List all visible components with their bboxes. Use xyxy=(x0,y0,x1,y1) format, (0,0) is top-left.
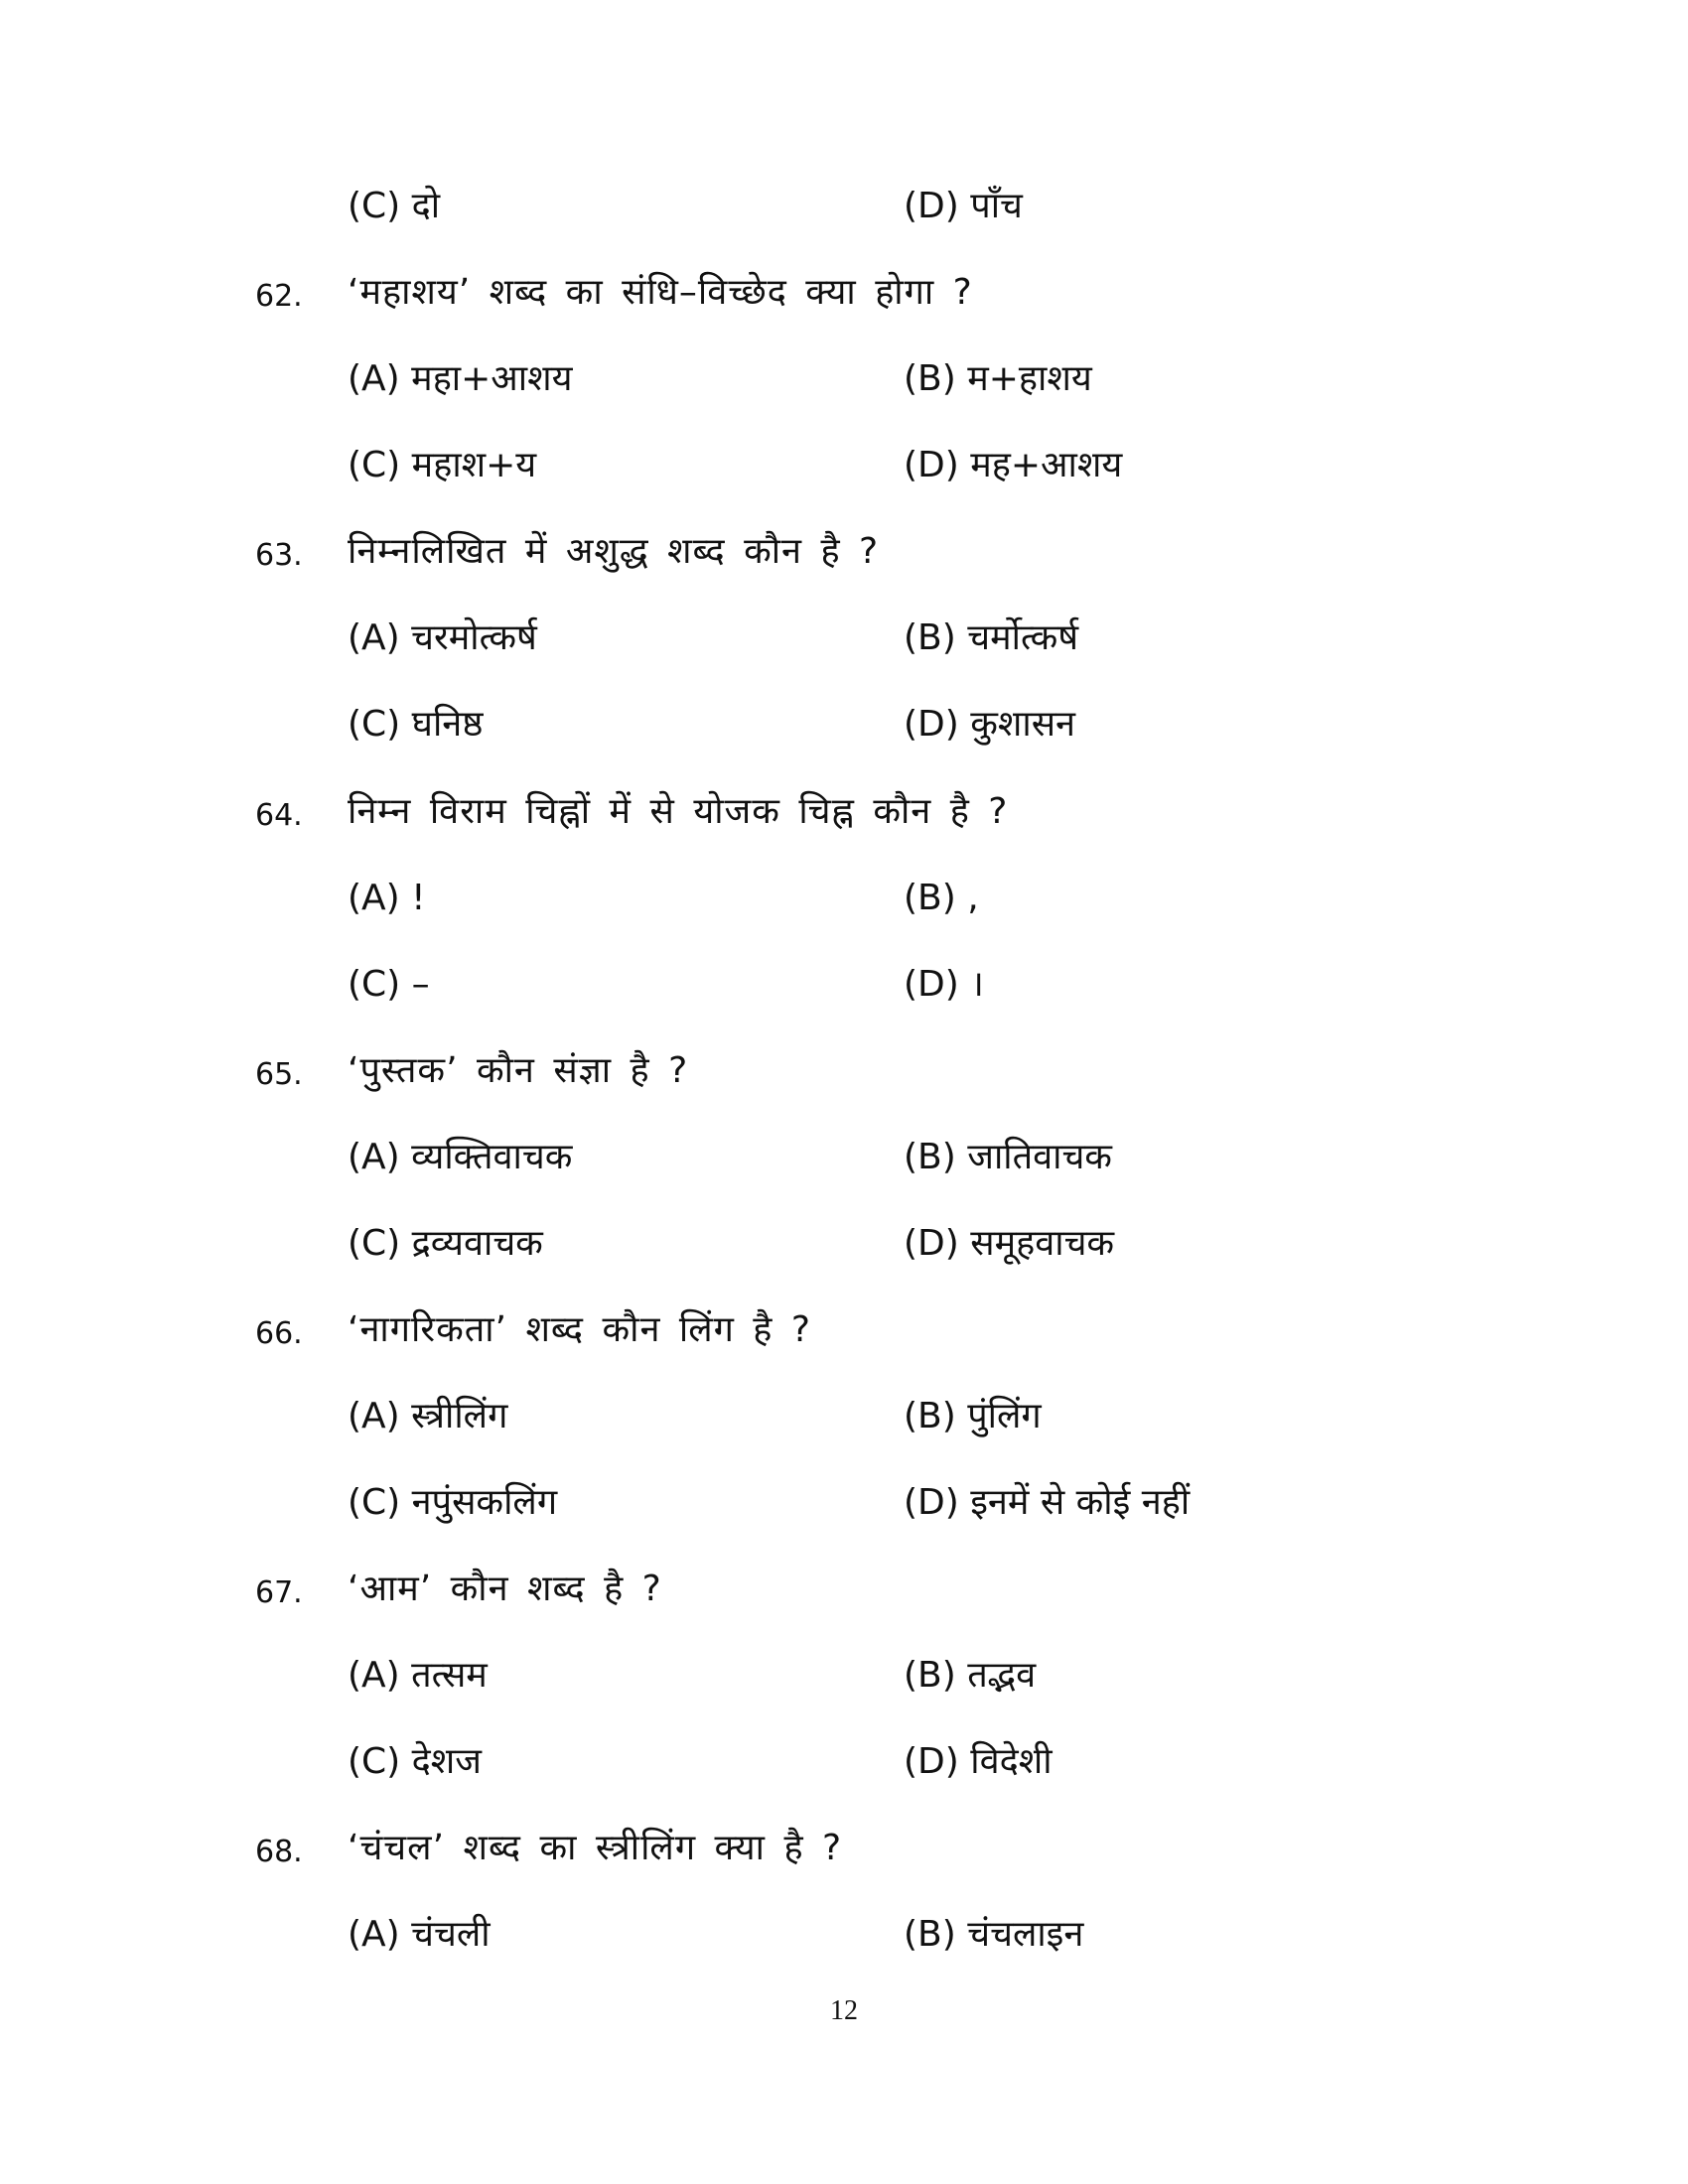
option-c: (C) दो xyxy=(348,186,441,226)
question-number: 67. xyxy=(255,1575,303,1610)
question-text: निम्न विराम चिह्नों में से योजक चिह्न कौन है ? xyxy=(348,791,1009,832)
options-row xyxy=(0,436,1688,495)
options-row xyxy=(0,1214,1688,1274)
question-number: 68. xyxy=(255,1835,303,1869)
option-c: (C) द्रव्यवाचक xyxy=(348,1223,543,1264)
option-a: (A) चरमोत्कर्ष xyxy=(348,617,537,658)
options-row xyxy=(0,955,1688,1015)
question-67 xyxy=(0,1560,1688,1619)
question-66 xyxy=(0,1300,1688,1360)
option-a: (A) तत्सम xyxy=(348,1655,488,1696)
option-c: (C) नपुंसकलिंग xyxy=(348,1482,558,1523)
question-text: ‘महाशय’ शब्द का संधि–विच्छेद क्या होगा ? xyxy=(348,272,973,313)
options-row xyxy=(0,1128,1688,1187)
option-d: (D) मह+आशय xyxy=(904,445,1123,485)
option-d: (D) इनमें से कोई नहीं xyxy=(904,1482,1191,1523)
option-b: (B) चर्मोत्कर्ष xyxy=(904,617,1079,658)
question-number: 64. xyxy=(255,798,303,833)
option-b: (B) म+हाशय xyxy=(904,358,1092,399)
question-number: 63. xyxy=(255,538,303,573)
question-number: 66. xyxy=(255,1316,303,1351)
option-c: (C) घनिष्ठ xyxy=(348,704,484,745)
options-row xyxy=(0,349,1688,409)
question-68 xyxy=(0,1819,1688,1878)
question-text: ‘नागरिकता’ शब्द कौन लिंग है ? xyxy=(348,1309,811,1350)
option-a: (A) ! xyxy=(348,878,426,918)
question-65 xyxy=(0,1041,1688,1101)
question-62 xyxy=(0,263,1688,323)
question-text: ‘आम’ कौन शब्द है ? xyxy=(348,1569,662,1609)
question-text: निम्नलिखित में अशुद्ध शब्द कौन है ? xyxy=(348,531,880,572)
option-d: (D) समूहवाचक xyxy=(904,1223,1115,1264)
option-d: (D) विदेशी xyxy=(904,1741,1053,1782)
option-a: (A) स्त्रीलिंग xyxy=(348,1396,508,1436)
option-c: (C) महाश+य xyxy=(348,445,537,485)
option-b: (B) जातिवाचक xyxy=(904,1137,1112,1177)
question-number: 65. xyxy=(255,1057,303,1092)
option-c: (C) – xyxy=(348,964,430,1005)
option-d: (D) । xyxy=(904,964,984,1005)
question-63 xyxy=(0,522,1688,582)
options-row xyxy=(0,1473,1688,1533)
option-d: (D) पाँच xyxy=(904,186,1023,226)
question-number: 62. xyxy=(255,279,303,314)
option-a: (A) व्यक्तिवाचक xyxy=(348,1137,573,1177)
option-b: (B) पुंलिंग xyxy=(904,1396,1042,1436)
question-text: ‘चंचल’ शब्द का स्त्रीलिंग क्या है ? xyxy=(348,1828,843,1868)
options-row xyxy=(0,1387,1688,1446)
options-row xyxy=(0,1646,1688,1706)
option-b: (B) , xyxy=(904,878,979,918)
question-64 xyxy=(0,782,1688,842)
options-row xyxy=(0,869,1688,928)
options-row xyxy=(0,1905,1688,1965)
options-row xyxy=(0,1732,1688,1792)
option-c: (C) देशज xyxy=(348,1741,482,1782)
option-b: (B) तद्भव xyxy=(904,1655,1037,1696)
options-row xyxy=(0,695,1688,754)
option-d: (D) कुशासन xyxy=(904,704,1076,745)
carryover-options-row xyxy=(0,177,1688,236)
option-a: (A) महा+आशय xyxy=(348,358,573,399)
page-number: 12 xyxy=(830,1995,858,2026)
question-text: ‘पुस्तक’ कौन संज्ञा है ? xyxy=(348,1050,689,1091)
option-b: (B) चंचलाइन xyxy=(904,1914,1084,1955)
options-row xyxy=(0,609,1688,668)
option-a: (A) चंचली xyxy=(348,1914,491,1955)
